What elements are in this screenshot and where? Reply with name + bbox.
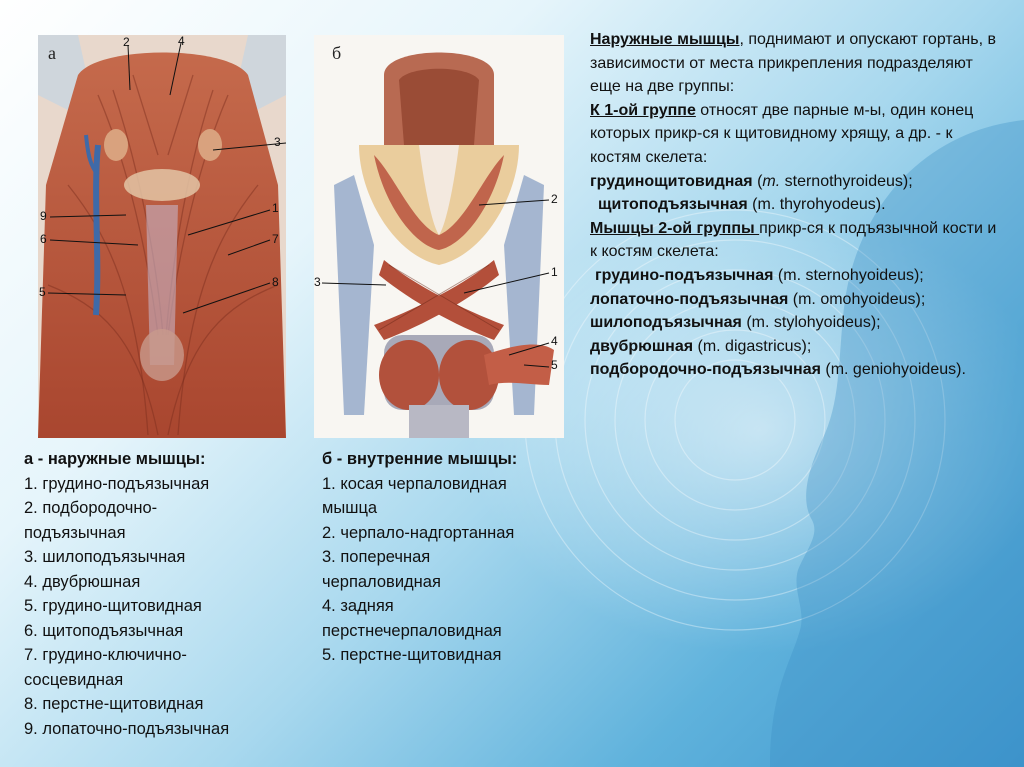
legend-internal-muscles: [322, 447, 572, 668]
muscle-omohyoid: [590, 288, 1000, 312]
legend-item: 5. перстне-щитовидная: [322, 646, 502, 664]
group-1-text: относят две парные м-ы, один конец которых прикр-ся к щитовидному хрящу, а др. - к костям скелета:: [590, 101, 974, 166]
muscle-sternothyroid: [590, 170, 1000, 194]
label-number: 1: [551, 265, 558, 279]
intro-text: , поднимают и опускают гортань, в зависимости от места прикрепления подразделяют еще на две группы:: [590, 31, 996, 96]
muscle-thyrohyoid: [590, 193, 1000, 217]
muscle-sternohyoid: [590, 264, 1000, 288]
legend-item: 5. грудино-щитовидная: [24, 597, 202, 615]
figure-letter-a: а: [48, 43, 56, 63]
legend-item: 4. задняя: [322, 597, 394, 615]
legend-heading: а - наружные мышцы:: [24, 450, 206, 468]
muscle-latin: (m. thyrohyodeus).: [747, 196, 886, 214]
term-group-1: К 1-ой группе: [590, 101, 696, 119]
group-2-paragraph: [590, 217, 1000, 264]
muscle-digastric: [590, 335, 1000, 359]
label-number: 2: [551, 192, 558, 206]
legend-item: 1. косая черпаловидная: [322, 474, 507, 493]
muscle-latin: (m. digastricus);: [693, 337, 812, 355]
legend-item: перстнечерпаловидная: [322, 621, 502, 640]
intro-paragraph: [590, 28, 1000, 99]
term-external-muscles: Наружные мышцы: [590, 31, 740, 48]
legend-item: 3. шилоподъязычная: [24, 548, 186, 566]
label-number: 5: [551, 358, 558, 372]
label-number: 7: [272, 232, 279, 246]
description-text: [590, 28, 1000, 382]
legend-item: 1. грудино-подъязычная: [24, 474, 210, 493]
label-number: 3: [314, 275, 321, 289]
label-number: 2: [123, 35, 130, 49]
muscle-name: лопаточно-подъязычная: [590, 290, 789, 308]
legend-item: 7. грудино-ключично-: [24, 646, 187, 664]
label-number: 3: [274, 135, 281, 149]
legend-external-muscles: [24, 447, 309, 741]
legend-item: 2. черпало-надгортанная: [322, 523, 515, 542]
label-number: 4: [178, 35, 185, 48]
legend-item: мышца: [322, 499, 378, 517]
label-number: 9: [40, 209, 47, 223]
muscle-name: щитоподъязычная: [598, 196, 748, 214]
muscle-latin-prefix: m.: [762, 172, 781, 190]
muscle-name: шилоподъязычная: [590, 314, 742, 332]
muscle-name: грудинощитовидная: [590, 172, 753, 190]
label-number: 4: [551, 334, 558, 348]
internal-muscles-illustration: [314, 35, 564, 438]
muscle-latin: (m. omohyoideus);: [788, 290, 926, 308]
legend-item: 6. щитоподъязычная: [24, 621, 184, 640]
muscle-latin: (m. stylohyoideus);: [741, 314, 881, 332]
figure-internal-muscles: [314, 35, 564, 438]
legend-item: 2. подбородочно-: [24, 499, 158, 517]
legend-item: сосцевидная: [24, 670, 124, 689]
legend-item: подъязычная: [24, 523, 126, 542]
figure-letter-b: б: [332, 43, 342, 63]
legend-item: черпаловидная: [322, 572, 441, 591]
muscle-geniohyoid: [590, 358, 1000, 382]
legend-item: 9. лопаточно-подъязычная: [24, 719, 230, 738]
label-number: 6: [40, 232, 47, 246]
figure-external-muscles: [38, 35, 286, 438]
muscle-latin: (m. geniohyoideus).: [820, 361, 966, 379]
muscle-stylohyoid: [590, 311, 1000, 335]
muscle-name: двубрюшная: [590, 337, 694, 355]
muscle-latin: (m. sternohyoideus);: [773, 266, 924, 284]
label-number: 1: [272, 201, 279, 215]
muscle-name: грудино-подъязычная: [595, 266, 774, 284]
muscle-latin: sternothyroideus);: [780, 172, 913, 190]
legend-heading: б - внутренние мышцы:: [322, 450, 518, 468]
label-number: 5: [39, 285, 46, 299]
group-1-paragraph: [590, 99, 1000, 170]
term-group-2: Мышцы 2-ой группы: [590, 219, 760, 237]
external-muscles-illustration: [38, 35, 286, 438]
muscle-paren: (: [752, 172, 763, 190]
legend-item: 8. перстне-щитовидная: [24, 695, 204, 713]
legend-item: 3. поперечная: [322, 548, 431, 566]
legend-item: 4. двубрюшная: [24, 572, 141, 591]
muscle-name: подбородочно-подъязычная: [590, 361, 821, 379]
label-number: 8: [272, 275, 279, 289]
group-2-text: прикр-ся к подъязычной кости и к костям скелета:: [590, 219, 997, 261]
